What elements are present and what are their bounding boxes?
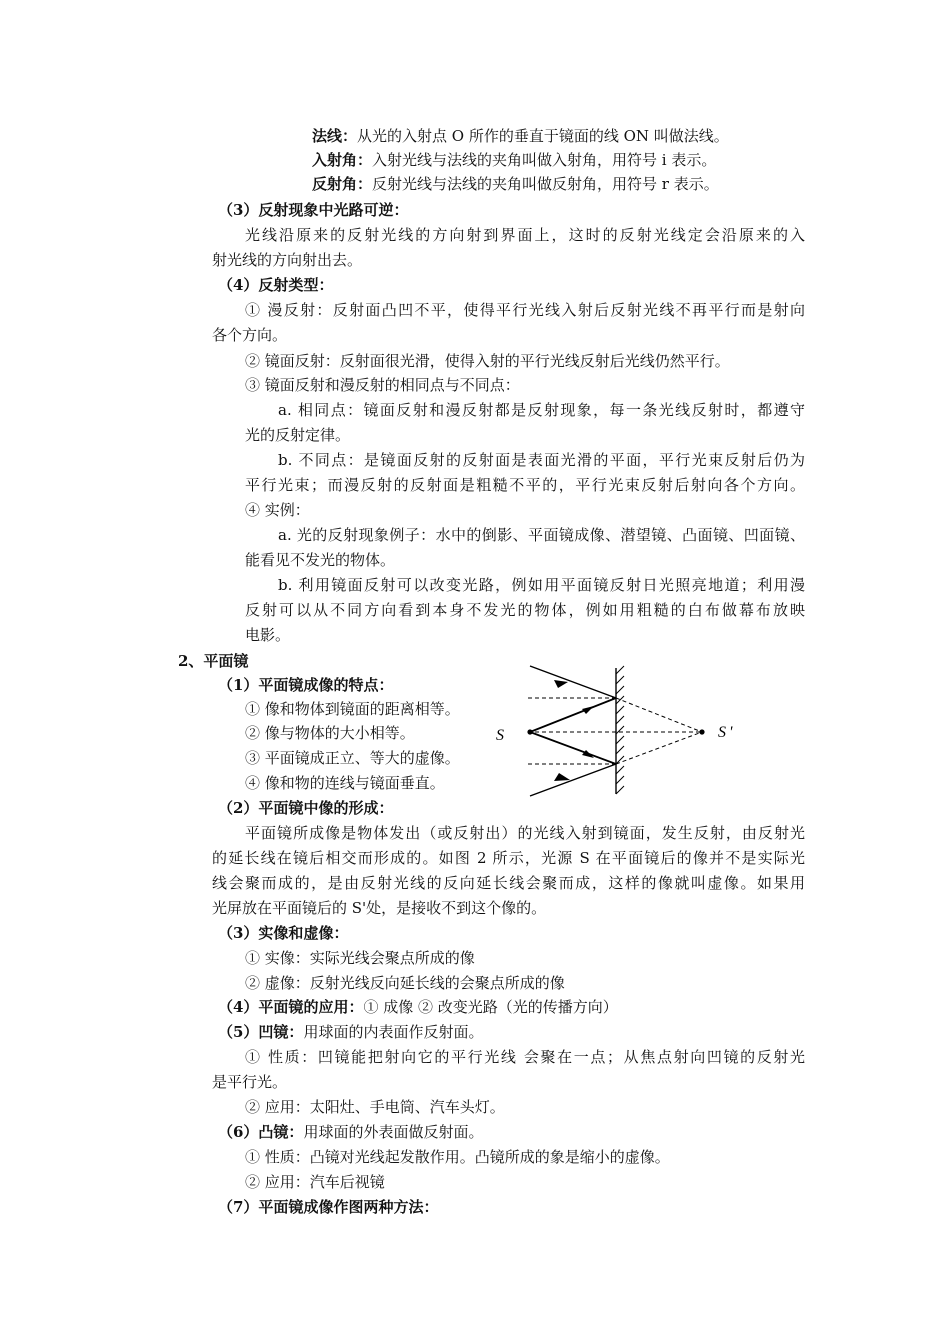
paragraph-line: 电影。 <box>245 626 291 644</box>
list-item: ① 实像：实际光线会聚点所成的像 <box>245 949 475 967</box>
paragraph-line: ③ 镜面反射和漫反射的相同点与不同点： <box>245 376 520 394</box>
application-line <box>218 996 618 1018</box>
image-point <box>699 729 704 734</box>
application-text: ① 成像 ② 改变光路（光的传播方向） <box>363 998 618 1016</box>
section-heading: （3）实像和虚像： <box>218 924 349 942</box>
incident-ray <box>530 698 616 732</box>
paragraph-line: 是平行光。 <box>212 1073 288 1091</box>
part-heading: 2、平面镜 <box>178 652 249 670</box>
paragraph-line: 平行光束；而漫反射的反射面是粗糙不平的，平行光束反射后射向各个方向。 <box>245 476 805 494</box>
definition-normal <box>312 125 729 147</box>
list-item: ② 虚像：反射光线反向延长线的会聚点所成的像 <box>245 974 565 992</box>
list-item: ① 性质：凸镜对光线起发散作用。凸镜所成的象是缩小的虚像。 <box>245 1148 670 1166</box>
list-item: ④ 像和物的连线与镜面垂直。 <box>245 774 445 792</box>
paragraph-line: 能看见不发光的物体。 <box>245 551 396 569</box>
section-heading: （6）凸镜： <box>218 1123 304 1141</box>
list-item: ① 像和物体到镜面的距离相等。 <box>245 700 460 718</box>
convex-text: 用球面的外表面做反射面。 <box>303 1123 484 1141</box>
convex-line <box>218 1121 483 1143</box>
term-text: 反射光线与法线的夹角叫做反射角，用符号 r 表示。 <box>372 175 719 193</box>
term-text: 从光的入射点 O 所作的垂直于镜面的线 ON 叫做法线。 <box>357 127 729 145</box>
section-heading: （4）反射类型： <box>218 276 334 294</box>
paragraph-line: 射光线的方向射出去。 <box>212 251 363 269</box>
concave-text: 用球面的内表面作反射面。 <box>303 1023 484 1041</box>
reflected-ray <box>530 666 616 698</box>
source-point <box>527 729 532 734</box>
paragraph-line: 反射可以从不同方向看到本身不发光的物体，例如用粗糙的白布做幕布放映 <box>245 601 805 619</box>
extension-line <box>616 698 702 732</box>
term: 入射角： <box>312 151 373 169</box>
paragraph-line: ② 镜面反射：反射面很光滑，使得入射的平行光线反射后光线仍然平行。 <box>245 352 730 370</box>
plane-mirror-figure <box>490 660 750 800</box>
section-heading: （2）平面镜中像的形成： <box>218 799 394 817</box>
paragraph-line: ① 漫反射：反射面凸凹不平，使得平行光线入射后反射光线不再平行而是射向 <box>245 301 805 319</box>
term: 反射角： <box>312 175 373 193</box>
incident-ray <box>530 732 616 764</box>
paragraph-line: ① 性质：凹镜能把射向它的平行光线 会聚在一点；从焦点射向凹镜的反射光 <box>245 1048 805 1066</box>
paragraph-line: 光屏放在平面镜后的 S'处，是接收不到这个像的。 <box>212 899 547 917</box>
paragraph-line: 平面镜所成像是物体发出（或反射出）的光线入射到镜面，发生反射，由反射光 <box>245 824 805 842</box>
paragraph-line: 线会聚而成的，是由反射光线的反向延长线会聚而成，这样的像就叫虚像。如果用 <box>212 874 805 892</box>
paragraph-line: b. 利用镜面反射可以改变光路，例如用平面镜反射日光照亮地道；利用漫 <box>278 576 805 594</box>
arrowhead-icon <box>582 706 594 714</box>
image-label: S' <box>718 724 736 741</box>
section-heading: （3）反射现象中光路可逆： <box>218 201 409 219</box>
reflected-ray <box>530 764 616 796</box>
paragraph-line: 的延长线在镜后相交而形成的。如图 2 所示，光源 S 在平面镜后的像并不是实际光 <box>212 849 805 867</box>
mirror-hatching <box>616 666 624 794</box>
list-item: ② 应用：太阳灶、手电筒、汽车头灯。 <box>245 1098 505 1116</box>
arrowhead-icon <box>554 680 568 688</box>
list-item: ② 应用：汽车后视镜 <box>245 1173 385 1191</box>
paragraph-line: 各个方向。 <box>212 326 288 344</box>
list-item: ③ 平面镜成正立、等大的虚像。 <box>245 749 460 767</box>
list-item: ② 像与物体的大小相等。 <box>245 724 415 742</box>
arrowhead-icon <box>554 773 570 781</box>
paragraph-line: 光的反射定律。 <box>245 426 351 444</box>
definition-incident-angle <box>312 149 716 171</box>
paragraph-line: 光线沿原来的反射光线的方向射到界面上，这时的反射光线定会沿原来的入 <box>245 226 805 244</box>
extension-line <box>616 732 702 764</box>
term: 法线： <box>312 127 358 145</box>
section-heading: （4）平面镜的应用： <box>218 998 364 1016</box>
section-heading: （7）平面镜成像作图两种方法： <box>218 1198 439 1216</box>
paragraph-line: a. 相同点：镜面反射和漫反射都是反射现象，每一条光线反射时，都遵守 <box>278 401 805 419</box>
term-text: 入射光线与法线的夹角叫做入射角，用符号 i 表示。 <box>372 151 717 169</box>
paragraph-line: a. 光的反射现象例子：水中的倒影、平面镜成像、潜望镜、凸面镜、凹面镜、 <box>278 526 805 544</box>
definition-reflection-angle <box>312 173 719 195</box>
section-heading: （5）凹镜： <box>218 1023 304 1041</box>
paragraph-line: ④ 实例： <box>245 501 310 519</box>
concave-line <box>218 1021 483 1043</box>
paragraph-line: b. 不同点：是镜面反射的反射面是表面光滑的平面，平行光束反射后仍为 <box>278 451 805 469</box>
section-heading: （1）平面镜成像的特点： <box>218 676 394 694</box>
source-label: S <box>496 727 504 744</box>
